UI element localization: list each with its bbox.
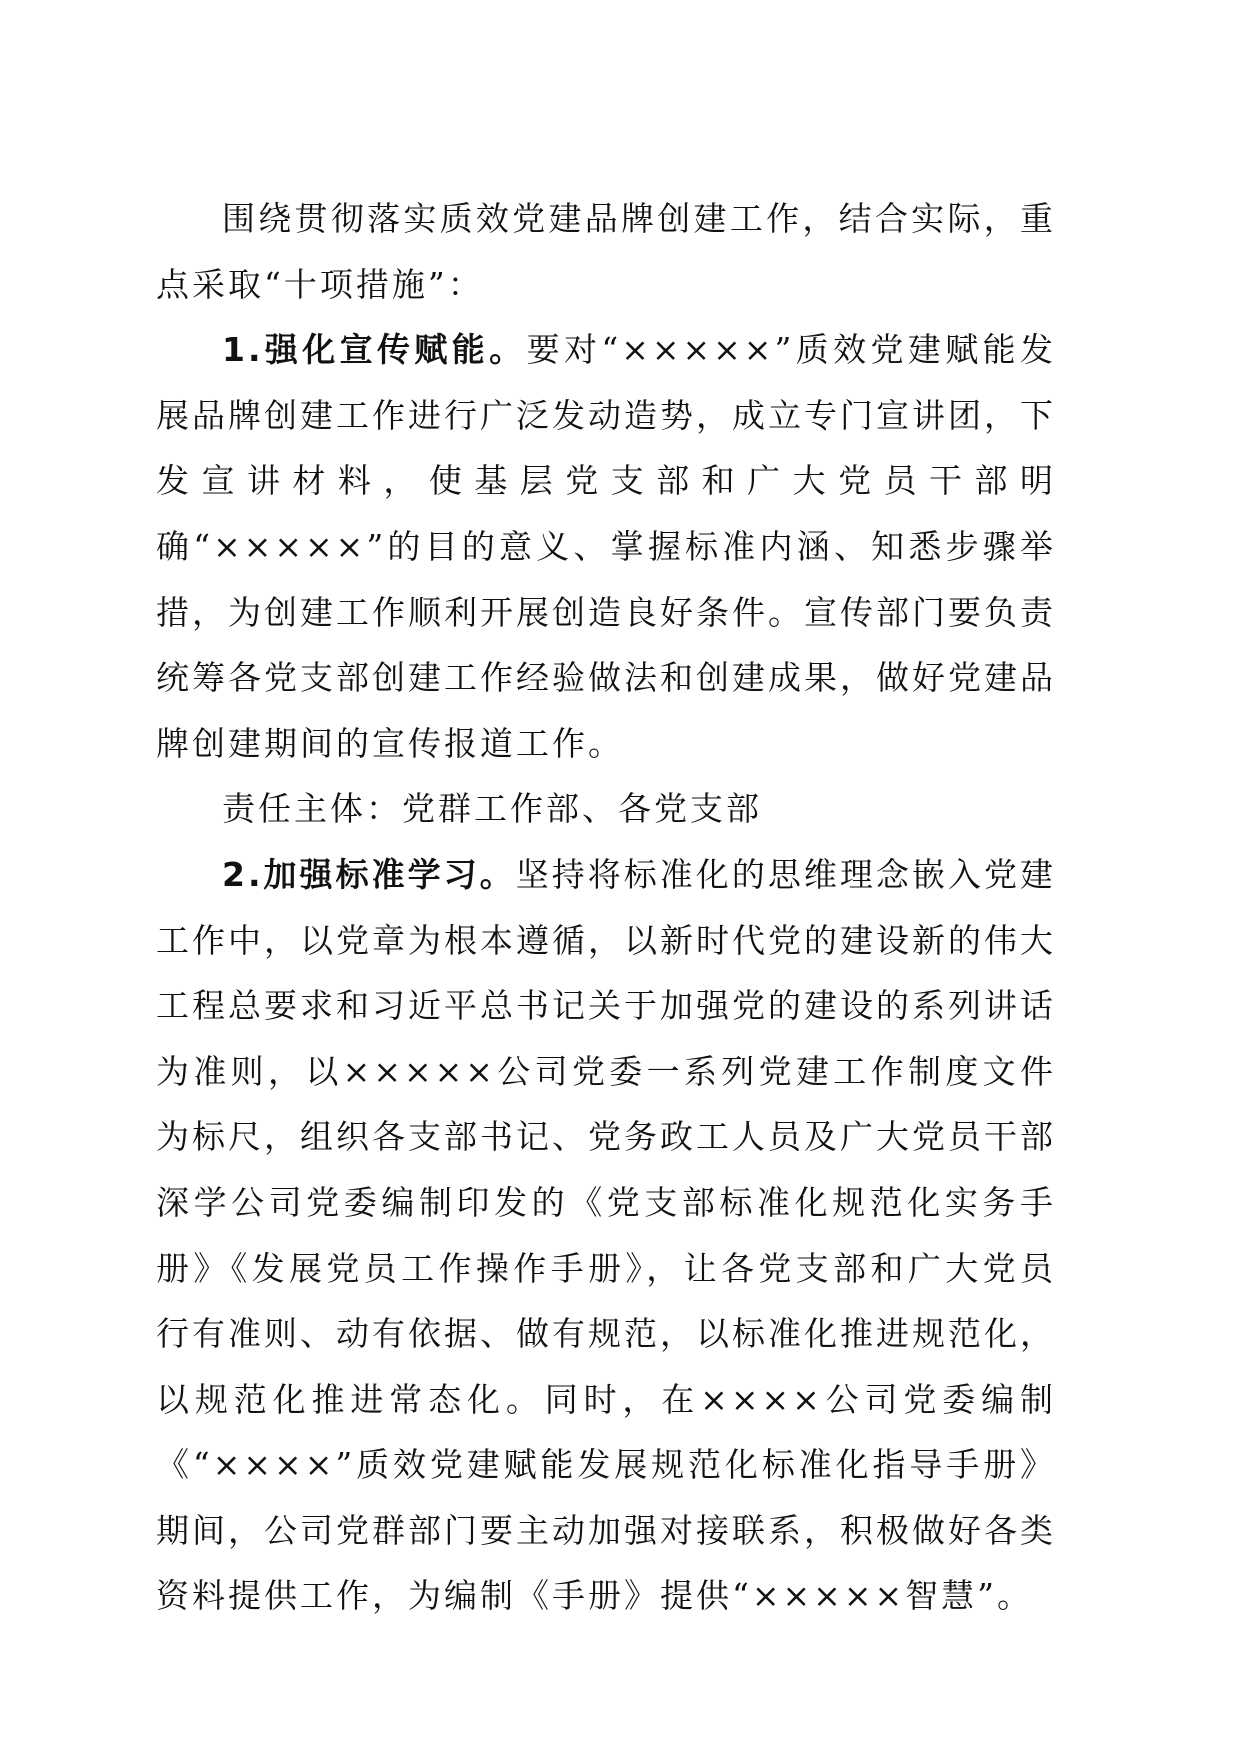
intro-text: 围绕贯彻落实质效党建品牌创建工作，结合实际，重点采取“十项措施”：	[156, 199, 1056, 304]
measure-2-paragraph	[156, 842, 1056, 1629]
responsibility-paragraph	[156, 776, 1056, 842]
intro-paragraph	[156, 186, 1056, 317]
measure-1-paragraph	[156, 317, 1056, 776]
measure-1-heading: 1.强化宣传赋能。	[222, 330, 527, 370]
document-body	[156, 186, 1056, 1629]
responsibility-text: 责任主体：党群工作部、各党支部	[222, 789, 762, 829]
measure-2-heading: 2.加强标准学习。	[222, 854, 516, 894]
measure-1-text: 要对“×××××”质效党建赋能发展品牌创建工作进行广泛发动造势，成立专门宣讲团，下发宣讲材料，使基层党支部和广大党员干部明确“×××××”的目的意义、掌握标准内涵、知悉步骤举措，为创建工作顺利开展创造良好条件。宣传部门要负责统筹各党支部创建工作经验做法和创建成果，做好党建品牌创建期间的宣传报道工作。	[156, 330, 1056, 763]
measure-2-text: 坚持将标准化的思维理念嵌入党建工作中，以党章为根本遵循，以新时代党的建设新的伟大工程总要求和习近平总书记关于加强党的建设的系列讲话为准则，以×××××公司党委一系列党建工作制度文件为标尺，组织各支部书记、党务政工人员及广大党员干部深学公司党委编制印发的《党支部标准化规范化实务手册》《发展党员工作操作手册》，让各党支部和广大党员行有准则、动有依据、做有规范，以标准化推进规范化，以规范化推进常态化。同时，在××××公司党委编制《“××××”质效党建赋能发展规范化标准化指导手册》期间，公司党群部门要主动加强对接联系，积极做好各类资料提供工作，为编制《手册》提供“×××××智慧”。	[156, 854, 1057, 1616]
